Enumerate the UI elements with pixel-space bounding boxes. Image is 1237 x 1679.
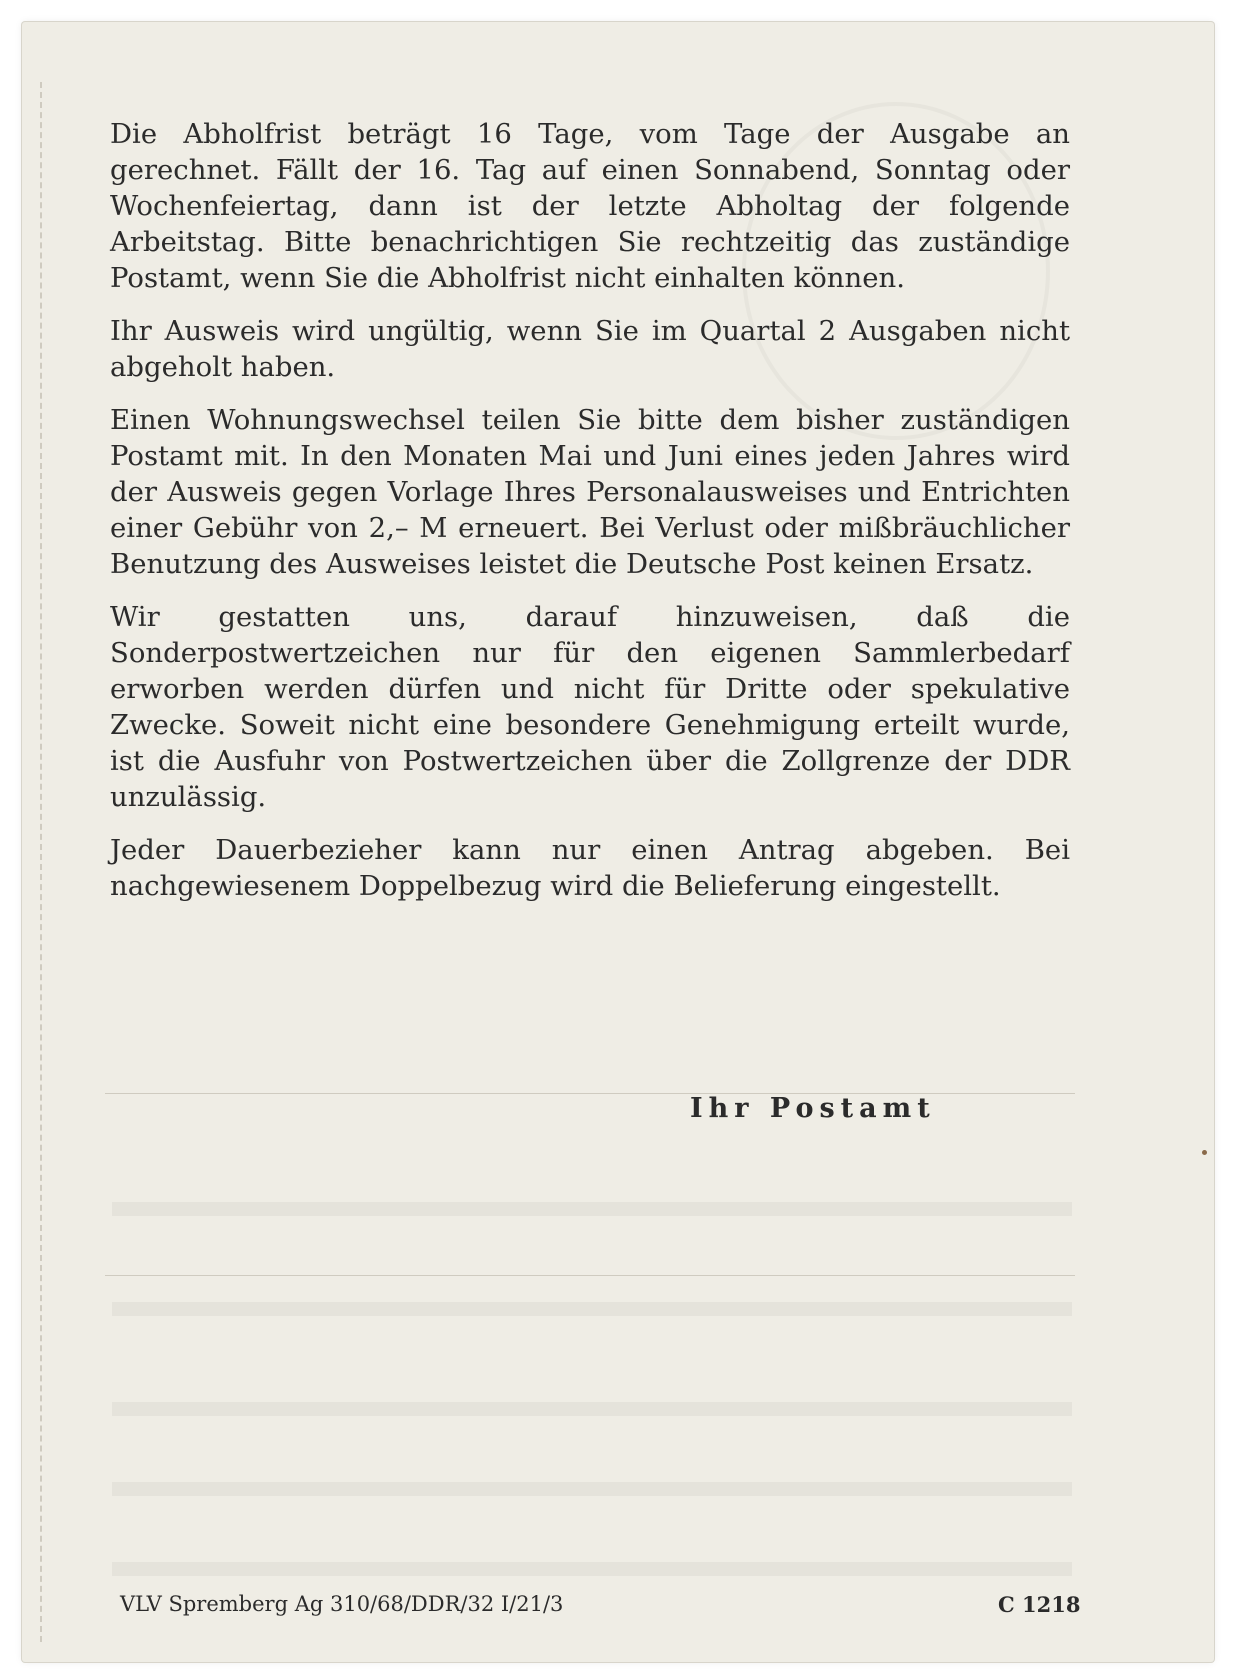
instructions-text	[110, 116, 1070, 921]
paragraph-single-application: Jeder Dauerbezieher kann nur einen Antrag abgeben. Bei nachgewiesenem Doppelbezug wird die Belieferung eingestellt.	[110, 834, 1070, 902]
divider-line	[105, 1275, 1075, 1276]
ink-speck	[1202, 1150, 1207, 1155]
perforation-edge	[40, 82, 42, 1642]
bleedthrough-line	[112, 1562, 1072, 1576]
bleedthrough-line	[112, 1482, 1072, 1496]
paragraph-pickup-deadline: Die Abholfrist beträgt 16 Tage, vom Tage der Ausgabe an gerechnet. Fällt der 16. Tag auf einen Sonnabend, Sonntag oder Wochenfeiertag, dann ist der letzte Abholtag der folgende Arbeitstag. Bitte benachrichtigen Sie rechtzeitig das zuständige Postamt, wenn Sie die Abholfrist nicht einhalten können.	[110, 118, 1070, 294]
paragraph-collector-use: Wir gestatten uns, darauf hinzuweisen, daß die Sonderpostwertzeichen nur für den eigenen Sammlerbedarf erworben werden dürfen und nicht für Dritte oder spekulative Zwecke. Soweit nicht eine besondere Genehmigung erteilt wurde, ist die Ausfuhr von Postwertzeichen über die Zollgrenze der DDR unzulässig.	[110, 601, 1070, 813]
bleedthrough-line	[112, 1302, 1072, 1316]
bleedthrough-line	[112, 1402, 1072, 1416]
signoff: Ihr Postamt	[690, 1093, 936, 1124]
paragraph-address-change: Einen Wohnungswechsel teilen Sie bitte dem bisher zuständigen Postamt mit. In den Monaten Mai und Juni eines jeden Jahres wird der Ausweis gegen Vorlage Ihres Personalausweises und Entrichten einer Gebühr von 2,– M erneuert. Bei Verlust oder mißbräuchlicher Benutzung des Ausweises leistet die Deutsche Post keinen Ersatz.	[110, 404, 1070, 580]
paragraph-id-validity: Ihr Ausweis wird ungültig, wenn Sie im Quartal 2 Ausgaben nicht abgeholt haben.	[110, 315, 1070, 383]
printer-imprint: VLV Spremberg Ag 310/68/DDR/32 I/21/3	[120, 1592, 564, 1616]
bleedthrough-line	[112, 1202, 1072, 1216]
form-code: C 1218	[998, 1592, 1081, 1617]
